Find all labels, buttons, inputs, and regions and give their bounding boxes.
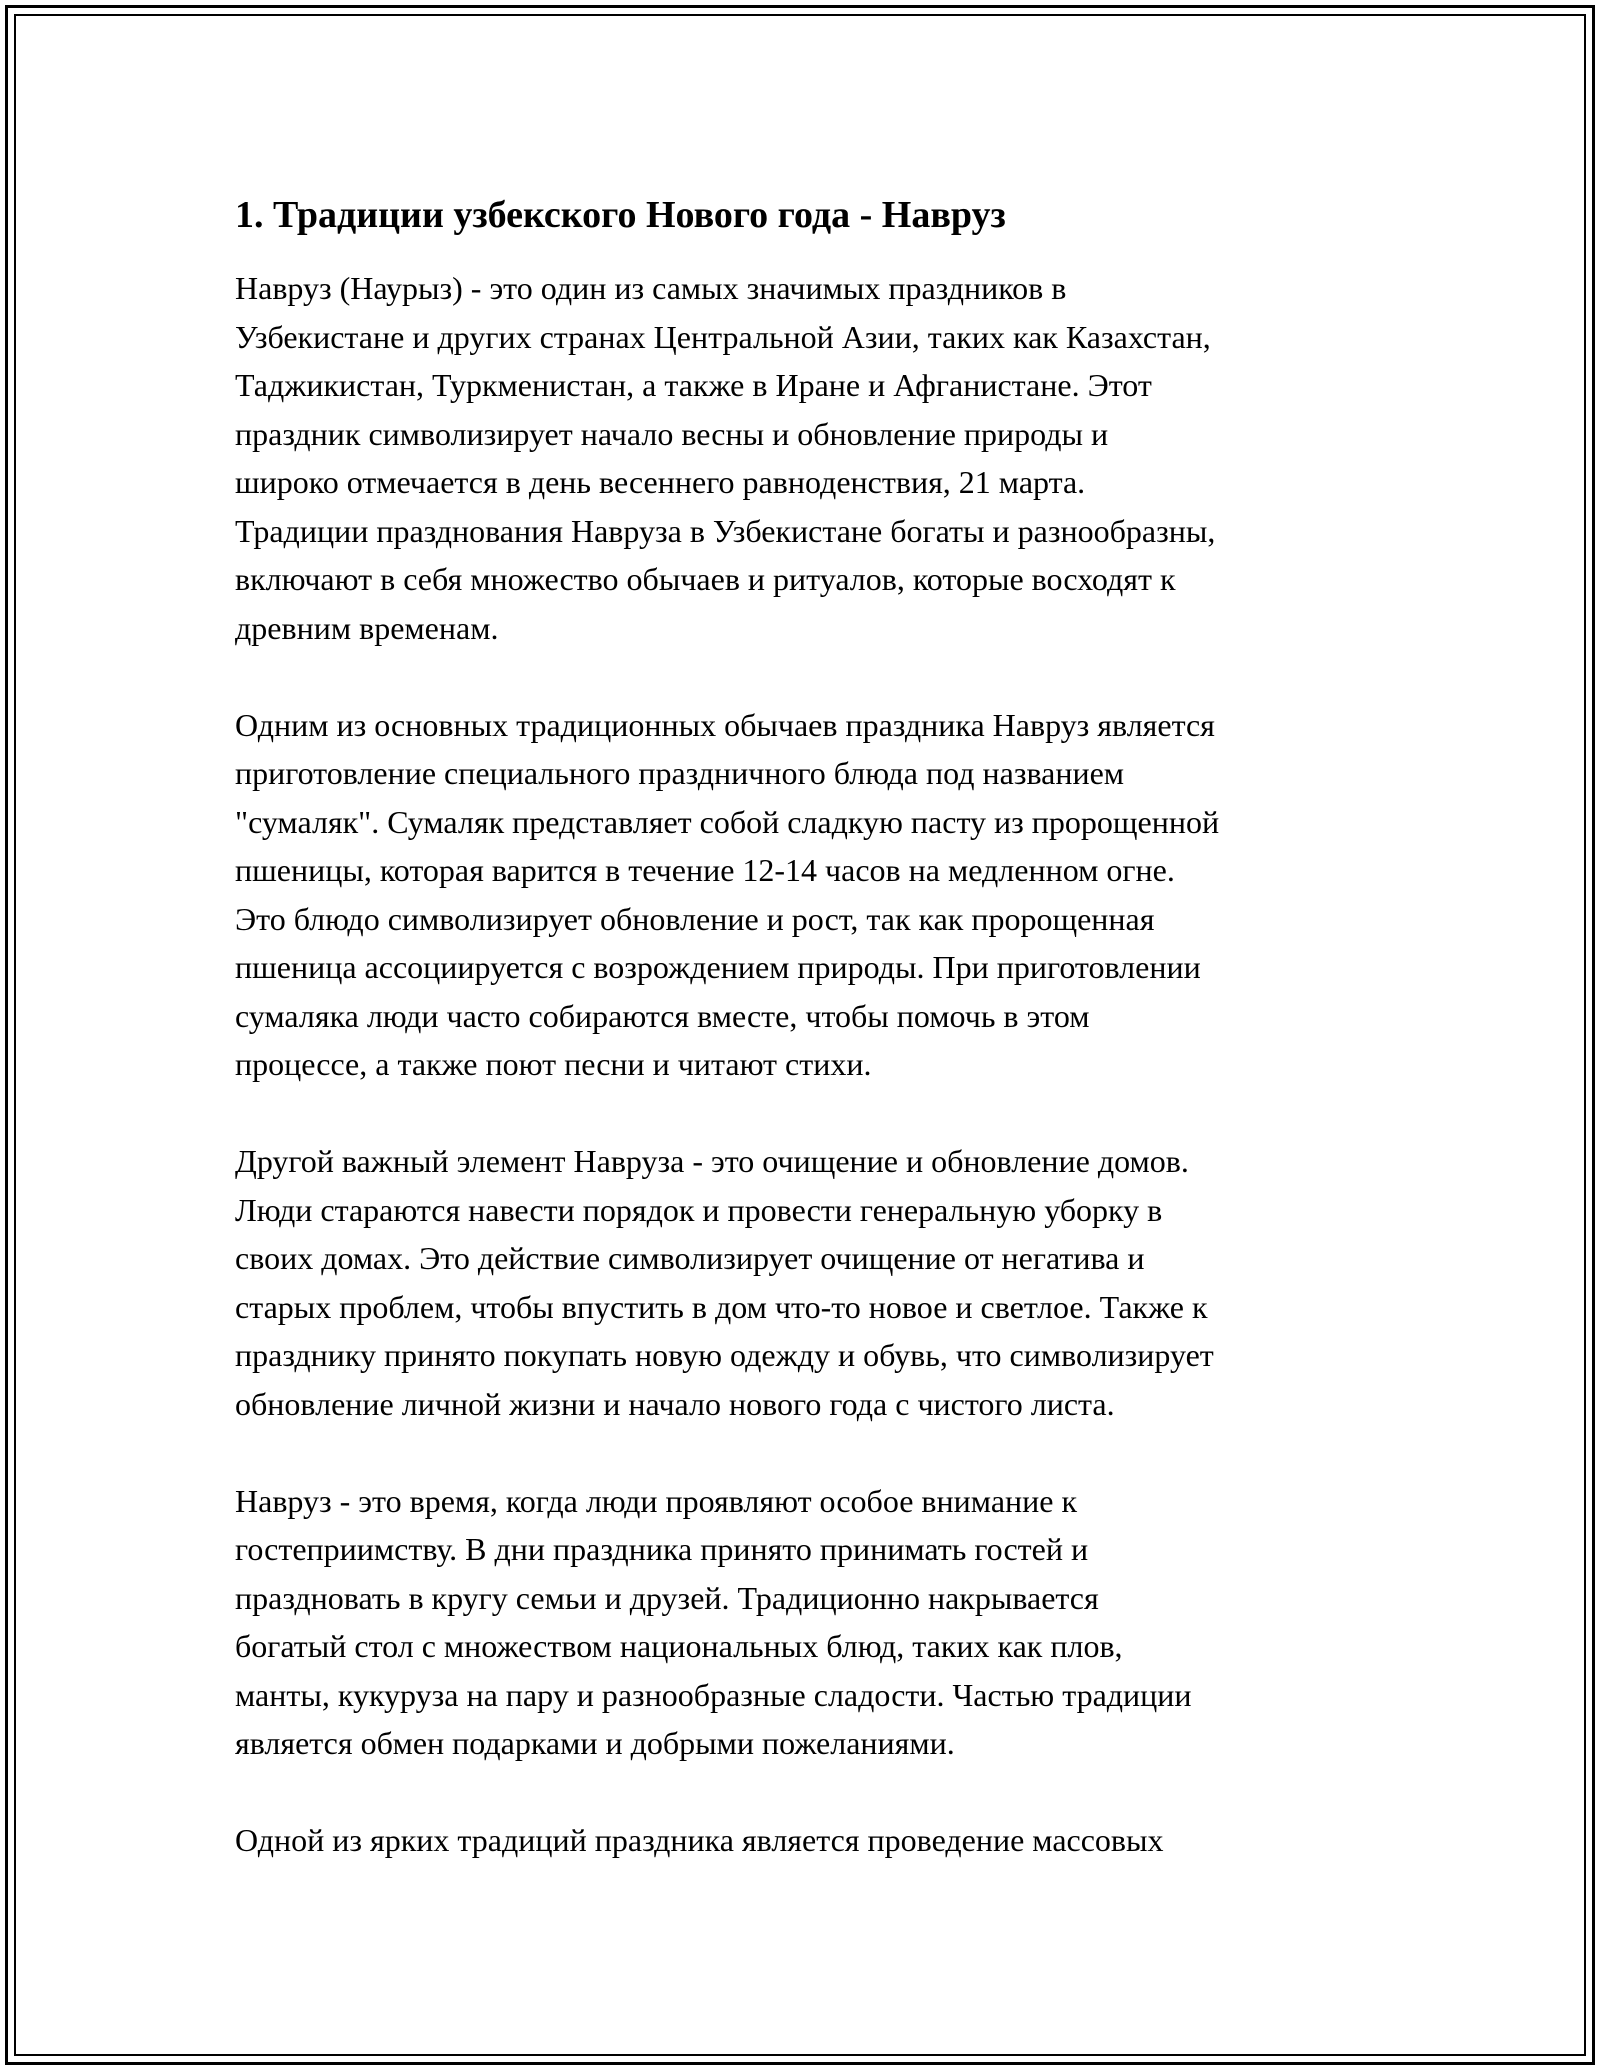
paragraphs — [235, 264, 1385, 1865]
paragraph-line: старых проблем, чтобы впустить в дом что-то новое и светлое. Также к — [235, 1288, 1208, 1325]
paragraph-line: Навруз (Наурыз) - это один из самых значимых праздников в — [235, 270, 1067, 306]
paragraph-line: процессе, а также поют песни и читают стихи. — [235, 1046, 872, 1082]
paragraph-line: Таджикистан, Туркменистан, а также в Иране и Афганистане. Этот — [235, 367, 1152, 403]
paragraph-line: пшеница ассоциируется с возрождением природы. При приготовлении — [235, 949, 1201, 985]
paragraph — [235, 1477, 1385, 1768]
paragraph-line: Другой важный элемент Навруза - это очищение и обновление домов. — [235, 1143, 1189, 1179]
paragraph-line: Одной из ярких традиций праздника является проведение массовых — [235, 1822, 1164, 1858]
document-body — [235, 188, 1385, 1913]
paragraph-line: гостеприимству. В дни праздника принято принимать гостей и — [235, 1531, 1089, 1567]
paragraph-line: Узбекистане и других странах Центральной Азии, таких как Казахстан, — [235, 318, 1211, 355]
paragraph-line: включают в себя множество обычаев и ритуалов, которые восходят к — [235, 561, 1176, 597]
paragraph-line: Люди стараются навести порядок и провести генеральную уборку в — [235, 1191, 1163, 1228]
paragraph — [235, 1816, 1385, 1865]
paragraph-line: обновление личной жизни и начало нового года с чистого листа. — [235, 1385, 1115, 1422]
paragraph-line: своих домах. Это действие символизирует очищение от негатива и — [235, 1240, 1145, 1276]
paragraph-line: является обмен подарками и добрыми пожеланиями. — [235, 1725, 955, 1761]
paragraph-line: богатый стол с множеством национальных блюд, таких как плов, — [235, 1628, 1123, 1664]
section-heading: 1. Традиции узбекского Нового года - Навруз — [235, 194, 1006, 236]
paragraph-line: Навруз - это время, когда люди проявляют особое внимание к — [235, 1482, 1078, 1519]
paragraph-line: сумаляка люди часто собираются вместе, чтобы помочь в этом — [235, 997, 1090, 1034]
paragraph-line: пшеницы, которая варится в течение 12-14 часов на медленном огне. — [235, 852, 1175, 888]
paragraph-line: празднику принято покупать новую одежду и обувь, что символизирует — [235, 1337, 1214, 1373]
paragraph-line: древним временам. — [235, 609, 499, 646]
paragraph — [235, 264, 1385, 652]
paragraph-line: Это блюдо символизирует обновление и рост, так как пророщенная — [235, 900, 1155, 937]
paragraph — [235, 701, 1385, 1089]
paragraph-line: "сумаляк". Сумаляк представляет собой сладкую пасту из пророщенной — [235, 803, 1220, 840]
paragraph-line: праздновать в кругу семьи и друзей. Традиционно накрывается — [235, 1579, 1099, 1616]
paragraph-line: Одним из основных традиционных обычаев праздника Навруз является — [235, 706, 1215, 743]
paragraph-line: Традиции празднования Навруза в Узбекистане богаты и разнообразны, — [235, 512, 1216, 549]
paragraph-line: широко отмечается в день весеннего равноденствия, 21 марта. — [235, 464, 1086, 500]
paragraph-line: праздник символизирует начало весны и обновление природы и — [235, 415, 1109, 452]
paragraph — [235, 1137, 1385, 1428]
paragraph-line: манты, кукуруза на пару и разнообразные сладости. Частью традиции — [235, 1676, 1192, 1713]
paragraph-line: приготовление специального праздничного блюда под названием — [235, 755, 1125, 791]
